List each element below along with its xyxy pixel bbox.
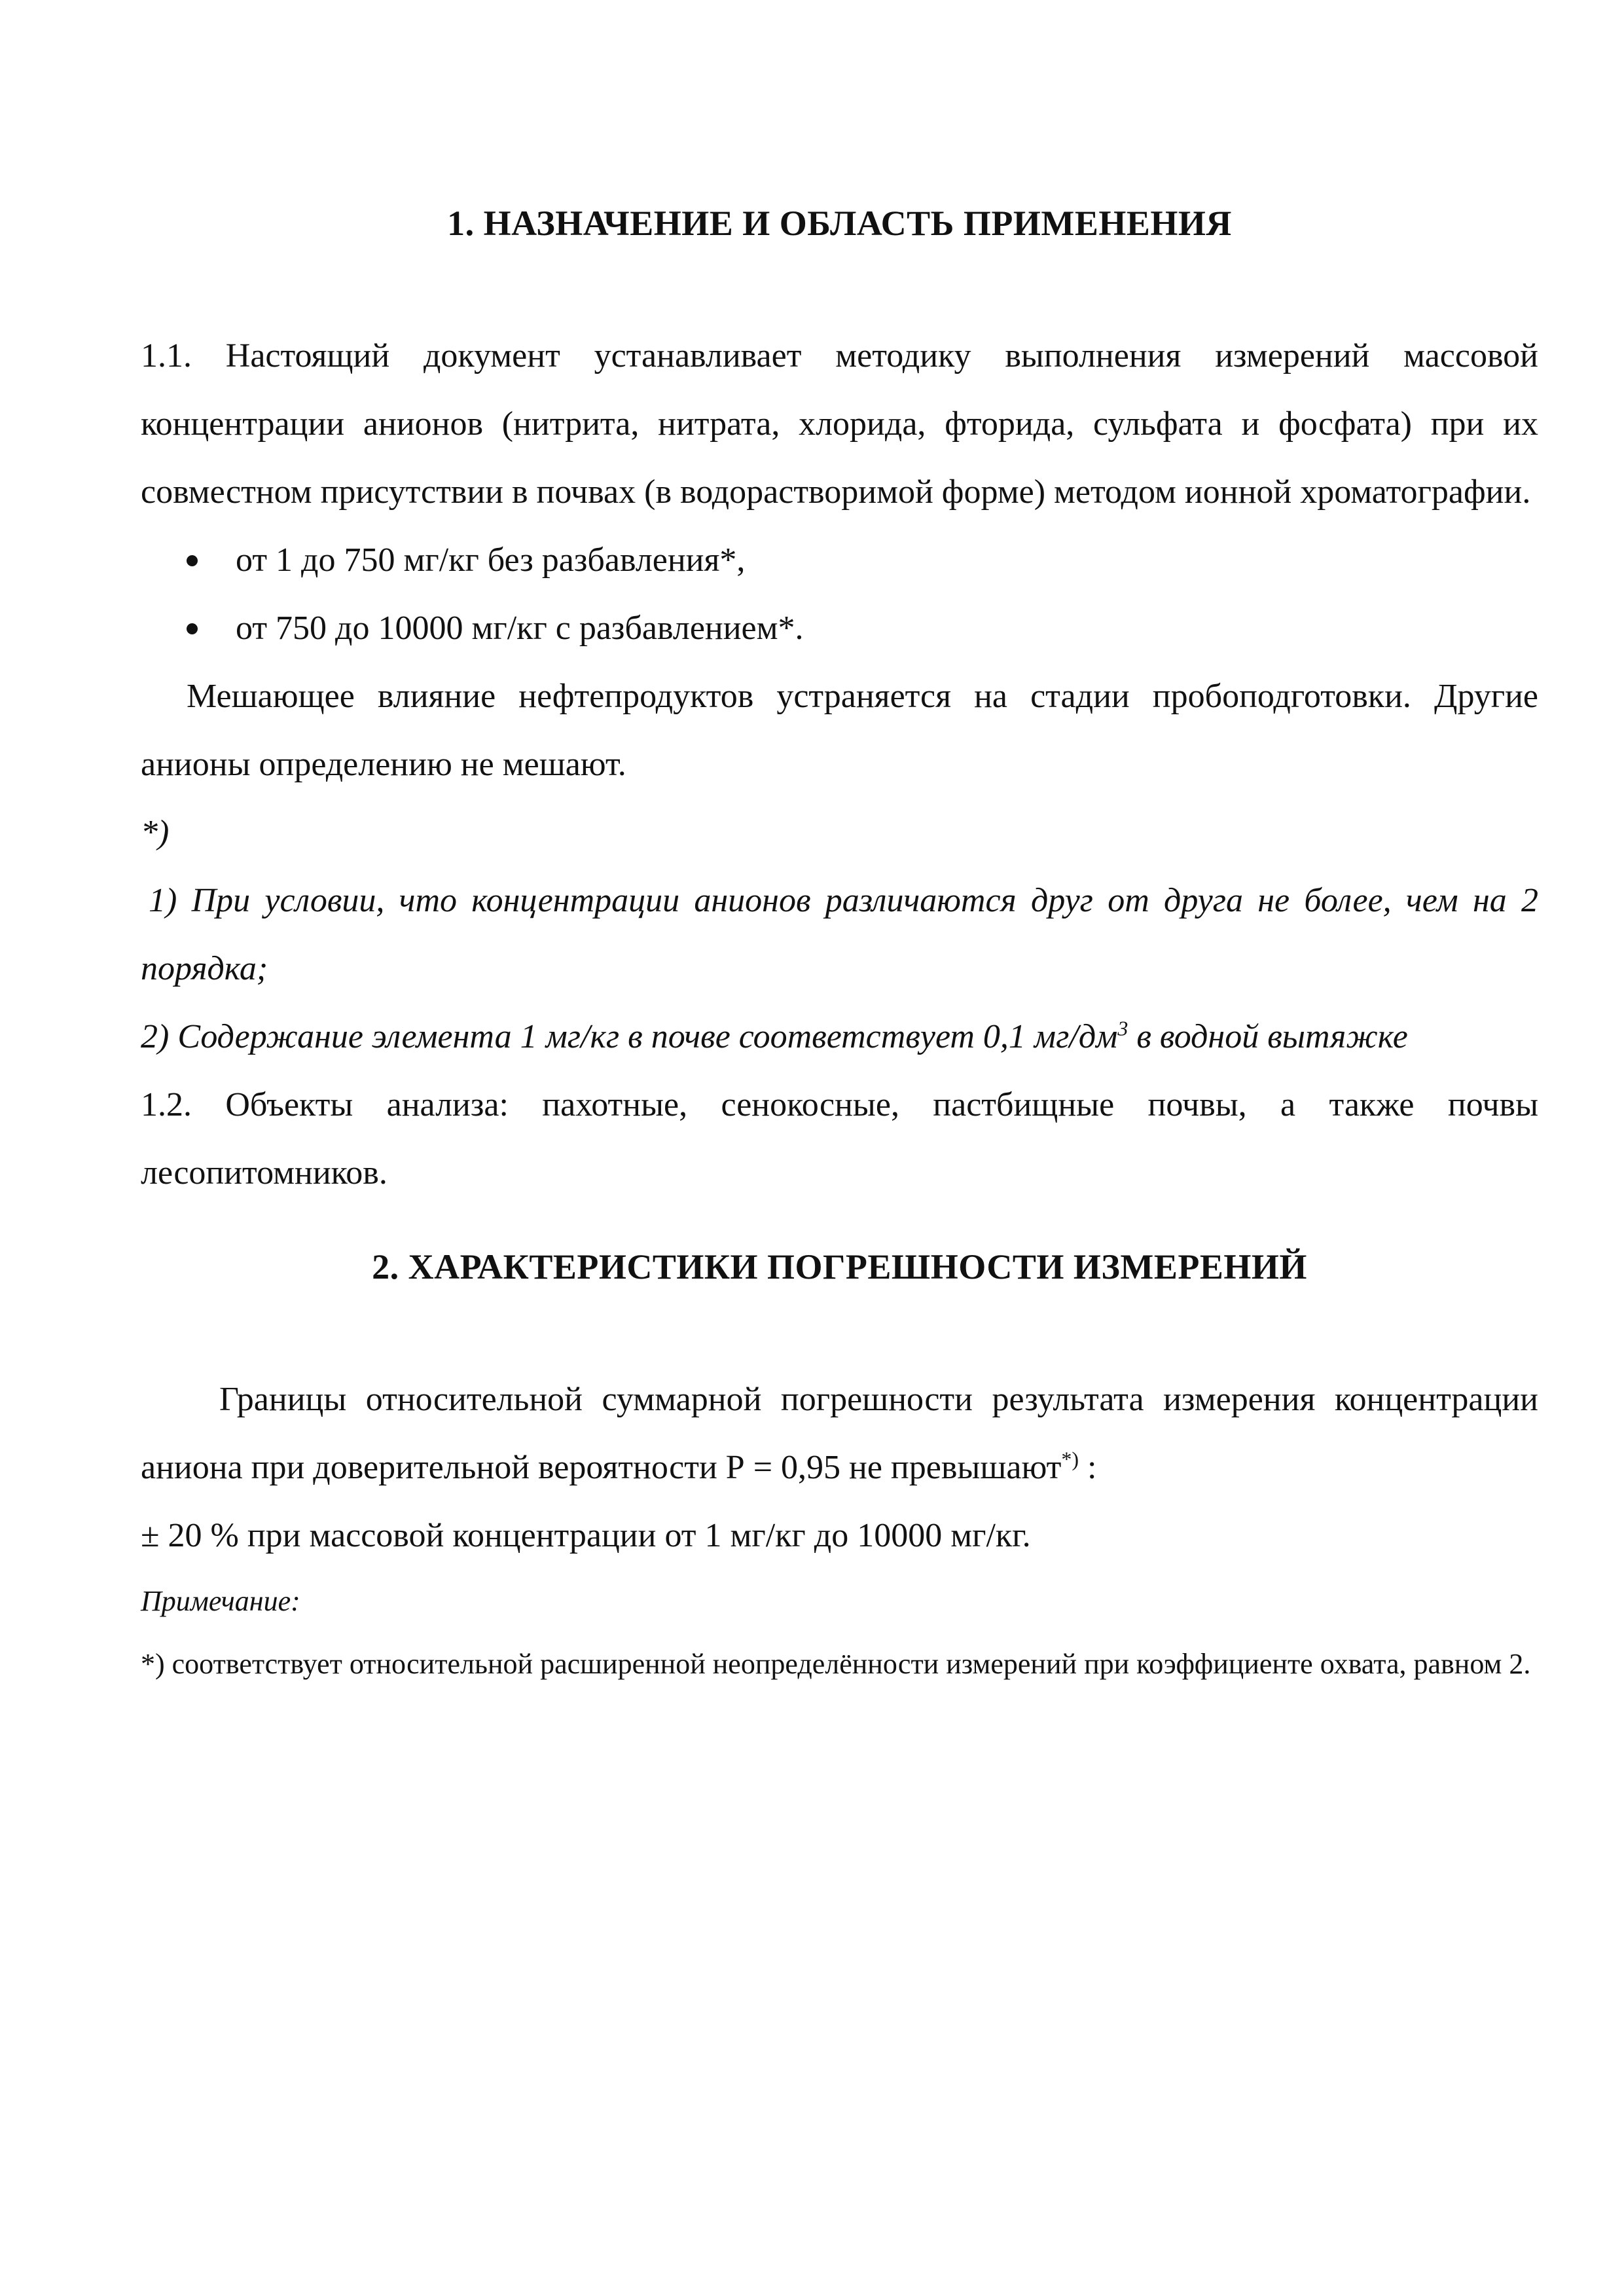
footnote-2-text-end: в водной вытяжке xyxy=(1128,1018,1408,1055)
footnote-marker: *) xyxy=(141,814,170,851)
note-text: *) соответствует относительной расширенной неопределённости измерений при коэффициенте охвата, равном 2. xyxy=(141,1648,1531,1680)
footnote-2-superscript: 3 xyxy=(1117,1016,1128,1040)
error-range-line: ± 20 % при массовой концентрации от 1 мг/кг до 10000 мг/кг. xyxy=(141,1517,1031,1554)
list-item xyxy=(141,526,1538,594)
bullet-icon xyxy=(187,623,198,634)
error-bounds-text-end: : xyxy=(1079,1449,1097,1486)
footnote-1: 1) При условии, что концентрации анионов различаются друг от друга не более, чем на 2 порядка; xyxy=(141,882,1538,987)
interference-paragraph: Мешающее влияние нефтепродуктов устраняется на стадии пробоподготовки. Другие анионы определению не мешают. xyxy=(141,678,1538,783)
list-item xyxy=(141,594,1538,663)
error-bounds-paragraph xyxy=(141,1366,1538,1502)
error-bounds-superscript: *) xyxy=(1061,1447,1079,1471)
list-item-text: от 1 до 750 мг/кг без разбавления*, xyxy=(236,541,746,579)
section-2-heading: 2. ХАРАКТЕРИСТИКИ ПОГРЕШНОСТИ ИЗМЕРЕНИЙ xyxy=(372,1247,1307,1286)
error-bounds-text: Границы относительной суммарной погрешности результата измерения концентрации аниона при доверительной вероятности Р = 0,95 не превышают xyxy=(141,1381,1538,1486)
range-list xyxy=(141,526,1538,663)
section-1-heading: 1. НАЗНАЧЕНИЕ И ОБЛАСТЬ ПРИМЕНЕНИЯ xyxy=(447,204,1232,243)
list-item-text: от 750 до 10000 мг/кг с разбавлением*. xyxy=(236,610,804,647)
note-label: Примечание: xyxy=(141,1585,300,1617)
section-1-paragraph-1-2: 1.2. Объекты анализа: пахотные, сенокосные, пастбищные почвы, а также почвы лесопитомников. xyxy=(141,1086,1538,1192)
bullet-icon xyxy=(187,555,198,566)
footnote-2 xyxy=(141,1003,1538,1071)
footnote-2-text: 2) Содержание элемента 1 мг/кг в почве соответствует 0,1 мг/дм xyxy=(141,1018,1118,1055)
section-1-paragraph-1-1: 1.1. Настоящий документ устанавливает методику выполнения измерений массовой концентрации анионов (нитрита, нитрата, хлорида, фторида, сульфата и фосфата) при их совместном присутствии в почвах (в водорастворимой форме) методом ионной хроматографии. xyxy=(141,337,1538,511)
document-content xyxy=(141,196,1538,1696)
